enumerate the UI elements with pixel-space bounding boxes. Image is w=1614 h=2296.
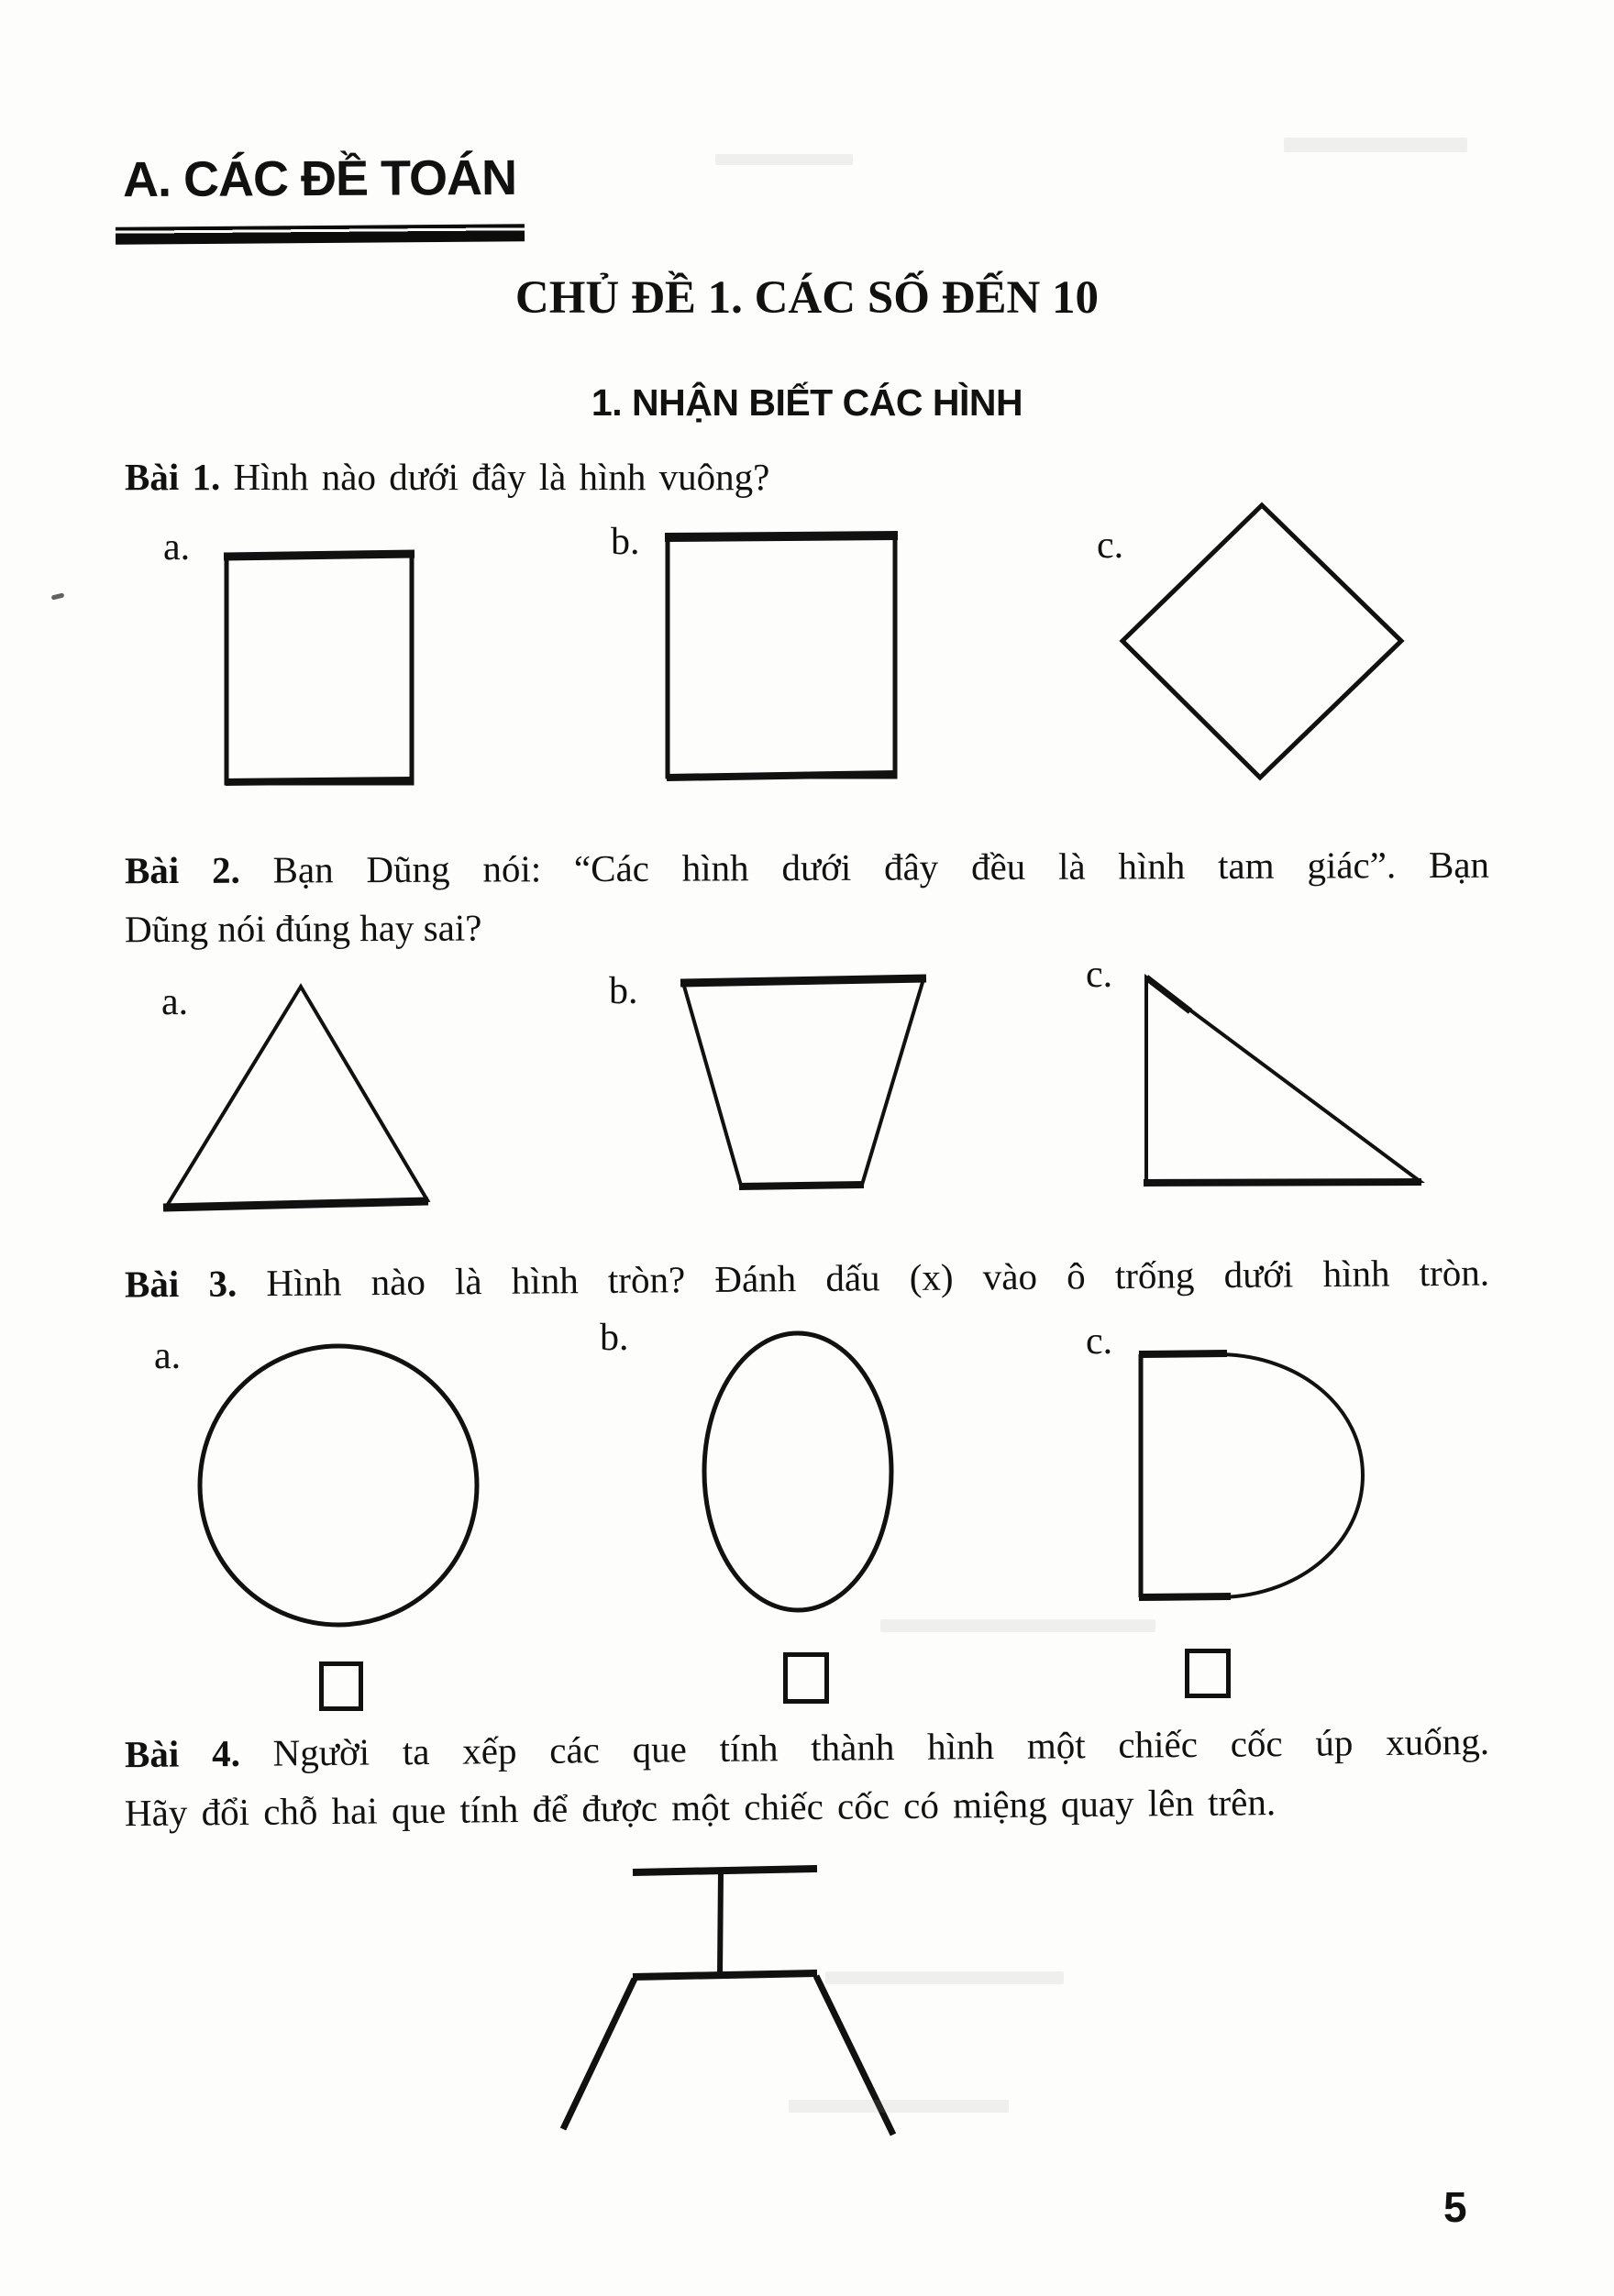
problem-3-question: Bài 3. Hình nào là hình tròn? Đánh dấu (x) vào ô trống dưới hình tròn. [124, 1251, 1490, 1306]
problem-1-option-a-label: a. [163, 526, 191, 568]
scan-noise [789, 2100, 1009, 2113]
problem-3-option-c-label: c. [1086, 1320, 1113, 1363]
scan-noise [715, 154, 853, 165]
circle-answer-checkbox-b[interactable] [783, 1652, 829, 1704]
problem-1-question: Bài 1. Hình nào dưới đây là hình vuông? [125, 456, 770, 498]
problem-1-option-c-label: c. [1097, 524, 1124, 567]
problem-4-label: Bài 4. [124, 1731, 241, 1776]
trapezoid-shape [675, 970, 935, 1198]
ellipse-shape [697, 1328, 901, 1617]
circle-answer-checkbox-c[interactable] [1185, 1649, 1231, 1698]
problem-3-label: Bài 3. [124, 1262, 238, 1306]
page-number: 5 [1443, 2183, 1467, 2231]
tall-rectangle-shape [220, 546, 420, 792]
circle-answer-checkbox-a[interactable] [319, 1661, 363, 1711]
circle-shape [194, 1341, 484, 1630]
problem-4-question-line1: Bài 4. Người ta xếp các que tính thành hình một chiếc cốc úp xuống. [124, 1719, 1490, 1776]
diamond-shape [1115, 497, 1409, 785]
square-shape [662, 528, 902, 785]
lesson-title: 1. NHẬN BIẾT CÁC HÌNH [591, 381, 1023, 424]
problem-2-label: Bài 2. [124, 848, 240, 892]
problem-4-question-line2: Hãy đổi chỗ hai que tính để được một chiếc cốc có miệng quay lên trên. [124, 1781, 1277, 1835]
scan-artifact-dot [51, 592, 65, 600]
problem-3-option-b-label: b. [600, 1317, 629, 1359]
triangle-shape [156, 970, 440, 1216]
d-shape [1132, 1346, 1381, 1606]
section-header-underline [116, 224, 525, 245]
scan-noise [825, 1971, 1064, 1984]
right-triangle-shape [1135, 965, 1431, 1192]
chapter-title: CHỦ ĐỀ 1. CÁC SỐ ĐẾN 10 [514, 272, 1100, 324]
problem-2-question-line1: Bài 2. Bạn Dũng nói: “Các hình dưới đây đều là hình tam giác”. Bạn [124, 843, 1490, 892]
problem-2-option-b-label: b. [609, 970, 638, 1012]
problem-2-option-c-label: c. [1086, 954, 1113, 996]
problem-1-option-b-label: b. [611, 521, 640, 563]
problem-2-option-a-label: a. [161, 981, 189, 1023]
scan-noise [1284, 138, 1467, 152]
section-header: A. CÁC ĐỀ TOÁN [122, 149, 517, 208]
scan-noise [880, 1619, 1155, 1632]
problem-3-option-a-label: a. [154, 1335, 182, 1377]
problem-2-question-line2: Dũng nói đúng hay sai? [124, 906, 482, 951]
problem-1-label: Bài 1. [125, 456, 221, 498]
